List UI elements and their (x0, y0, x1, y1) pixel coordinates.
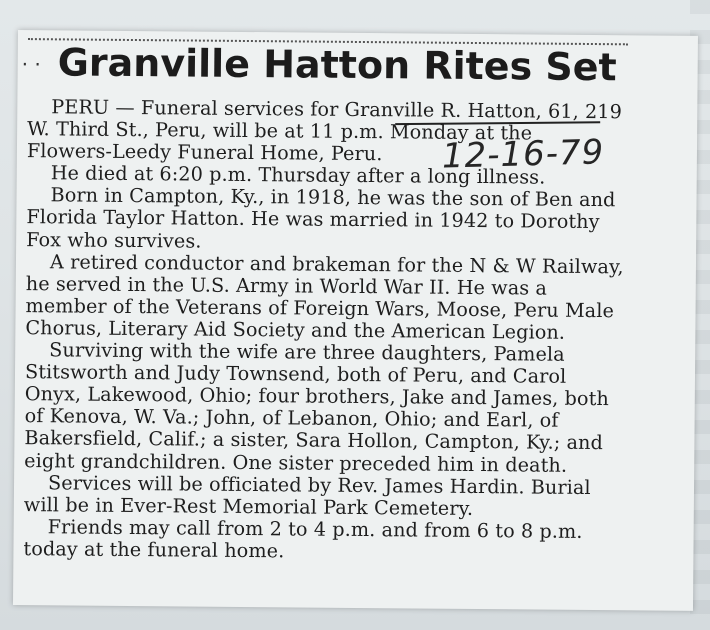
article-line: of Kenova, W. Va.; John, of Lebanon, Ohio; and Earl, of (24, 404, 559, 433)
article-line: Flowers-Leedy Funeral Home, Peru. (26, 139, 383, 166)
headline: Granville Hatton Rites Set (57, 40, 617, 90)
article-line: A retired conductor and brakeman for the N & W Railway, (49, 249, 624, 278)
article-line: will be in Ever-Rest Memorial Park Cemetery. (23, 492, 474, 520)
article-line: Fox who survives. (26, 227, 202, 253)
article-line: Services will be officiated by Rev. James Hardin. Burial (47, 470, 591, 499)
article-line: Bakersfield, Calif.; a sister, Sara Hollon, Campton, Ky.; and (24, 426, 604, 455)
article-line: Surviving with the wife are three daughters, Pamela (49, 338, 565, 366)
article-line: member of the Veterans of Foreign Wars, Moose, Peru Male (25, 293, 615, 323)
article-line: He died at 6:20 p.m. Thursday after a long illness. (50, 161, 546, 189)
article-line: he served in the U.S. Army in World War II. He was a (25, 271, 548, 300)
article-line: eight grandchildren. One sister preceded him in death. (24, 448, 568, 477)
article-line: Chorus, Literary Aid Society and the American Legion. (25, 316, 566, 344)
article-line: Onyx, Lakewood, Ohio; four brothers, Jake and James, both (24, 382, 610, 411)
article-line: Friends may call from 2 to 4 p.m. and from 6 to 8 p.m. (47, 515, 583, 543)
article-body (23, 96, 682, 566)
handwritten-date: 12-16-79 (441, 132, 605, 177)
article-line: W. Third St., Peru, will be at 11 p.m. Monday at the (27, 117, 533, 145)
article-line: Florida Taylor Hatton. He was married in 1942 to Dorothy (26, 205, 600, 234)
article-line: today at the funeral home. (23, 536, 285, 563)
article-line: Stitsworth and Judy Townsend, both of Peru, and Carol (24, 360, 567, 388)
article-line: Born in Campton, Ky., in 1918, he was the son of Ben and (50, 183, 616, 212)
headline-mark: · · (21, 52, 41, 77)
article-line: PERU — Funeral services for Granville R. Hatton, 61, 219 (51, 95, 623, 124)
newspaper-clipping (13, 30, 698, 611)
